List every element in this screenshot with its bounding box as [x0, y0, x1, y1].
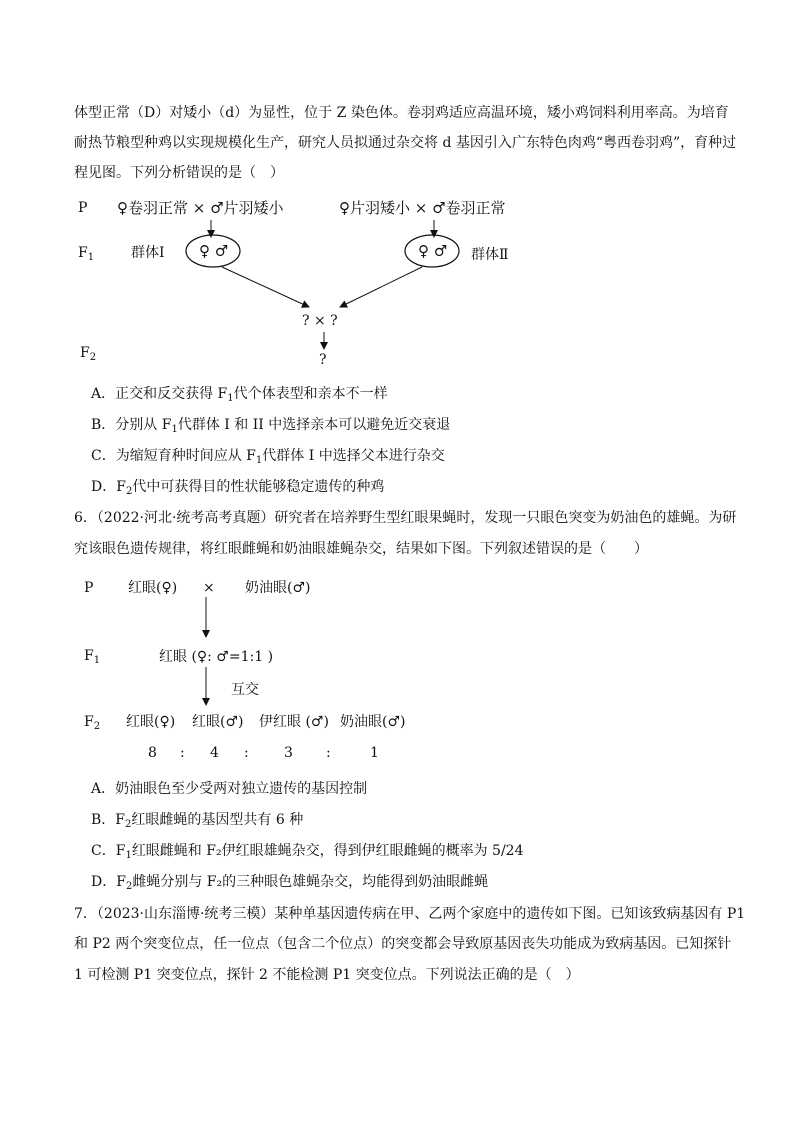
- q6-ratio-3: 3: [284, 745, 293, 761]
- q5-f1-cross: ? × ?: [302, 313, 338, 329]
- q6-option-b[interactable]: B．$F_2$红眼雌蝇的基因型共有 6 种: [91, 812, 304, 830]
- q5-option-c[interactable]: C．为缩短育种时间应从 $F_1$代群体 I 中选择父本进行杂交: [91, 448, 445, 466]
- q7-stem-line-1: 7．（2023·山东淄博·统考三模）某种单基因遗传病在甲、乙两个家庭中的遗传如下图。已知该致病基因有 P1: [74, 906, 746, 922]
- q5-f1-label: $F_1$: [78, 245, 95, 263]
- q5-p-label: P: [78, 200, 88, 216]
- q5-stem-line-3: 程见图。下列分析错误的是（ ）: [74, 165, 284, 181]
- q5-stem-line-2: 耐热节粮型种鸡以实现规模化生产，研究人员拟通过杂交将 d 基因引入广东特色肉鸡“粤西卷羽鸡”，育种过: [74, 135, 737, 151]
- q6-ratio-colon-1: :: [180, 745, 185, 761]
- q5-oval2-text: ♀ ♂: [418, 242, 448, 260]
- q5-group1-label: 群体Ⅰ: [131, 245, 165, 261]
- q6-intercross-label: 互交: [231, 682, 259, 698]
- q6-ratio-2: 4: [210, 745, 219, 761]
- q6-option-a[interactable]: A．奶油眼色至少受两对独立遗传的基因控制: [91, 781, 368, 797]
- q5-cross2: ♀片羽矮小 × ♂卷羽正常: [339, 199, 506, 217]
- q6-option-c[interactable]: C．$F_1$红眼雌蝇和 F₂伊红眼雄蝇杂交，得到伊红眼雌蝇的概率为 5/24: [91, 843, 524, 861]
- q6-f2-phenotype-1: 红眼(♀): [126, 714, 176, 730]
- q7-stem-line-3: 1 可检测 P1 突变位点，探针 2 不能检测 P1 突变位点。下列说法正确的是（ ）: [74, 967, 580, 983]
- q6-ratio-colon-2: :: [244, 745, 249, 761]
- q5-f2-label: $F_2$: [80, 345, 97, 363]
- q6-p-female: 红眼(♀): [128, 580, 178, 596]
- q5-f2-result: ?: [319, 352, 327, 368]
- q5-cross1: ♀卷羽正常 × ♂片羽矮小: [117, 199, 284, 217]
- q6-f2-phenotype-2: 红眼(♂): [192, 714, 244, 730]
- q6-f1-text: 红眼 (♀: ♂=1:1 ): [159, 649, 274, 665]
- q5-stem-line-1: 体型正常（D）对矮小（d）为显性，位于 Z 染色体。卷羽鸡适应高温环境，矮小鸡饲料利用率高。为培育: [74, 105, 729, 121]
- q7-stem-line-2: 和 P2 两个突变位点，任一位点（包含二个位点）的突变都会导致原基因丧失功能成为致病基因。已知探针: [74, 936, 732, 952]
- q6-f2-label: $F_2$: [84, 714, 101, 732]
- q6-p-label: P: [84, 580, 94, 596]
- q5-oval1-text: ♀ ♂: [199, 242, 229, 260]
- q5-option-d[interactable]: D．$F_2$代中可获得目的性状能够稳定遗传的种鸡: [91, 479, 385, 497]
- q6-ratio-4: 1: [370, 745, 379, 761]
- q6-f2-phenotype-4: 奶油眼(♂): [340, 714, 406, 730]
- q6-ratio-1: 8: [148, 745, 157, 761]
- q6-f1-label: $F_1$: [84, 648, 101, 666]
- q5-option-b[interactable]: B．分别从 $F_1$代群体 I 和 II 中选择亲本可以避免近交衰退: [91, 417, 451, 435]
- q6-cross-sign: ×: [203, 580, 215, 596]
- q5-option-a[interactable]: A．正交和反交获得 $F_1$代个体表型和亲本不一样: [91, 386, 388, 404]
- q6-p-male: 奶油眼(♂): [245, 580, 311, 596]
- q6-ratio-colon-3: :: [326, 745, 331, 761]
- q6-stem-line-2: 究该眼色遗传规律，将红眼雌蝇和奶油眼雄蝇杂交，结果如下图。下列叙述错误的是（ ）: [74, 541, 648, 557]
- q6-stem-line-1: 6．（2022·河北·统考高考真题）研究者在培养野生型红眼果蝇时，发现一只眼色突变为奶油色的雄蝇。为研: [74, 510, 737, 526]
- q6-option-d[interactable]: D．$F_2$雌蝇分别与 F₂的三种眼色雄蝇杂交，均能得到奶油眼雌蝇: [91, 874, 489, 892]
- q5-group2-label: 群体Ⅱ: [471, 247, 509, 263]
- q6-f2-phenotype-3: 伊红眼 (♂): [259, 714, 329, 730]
